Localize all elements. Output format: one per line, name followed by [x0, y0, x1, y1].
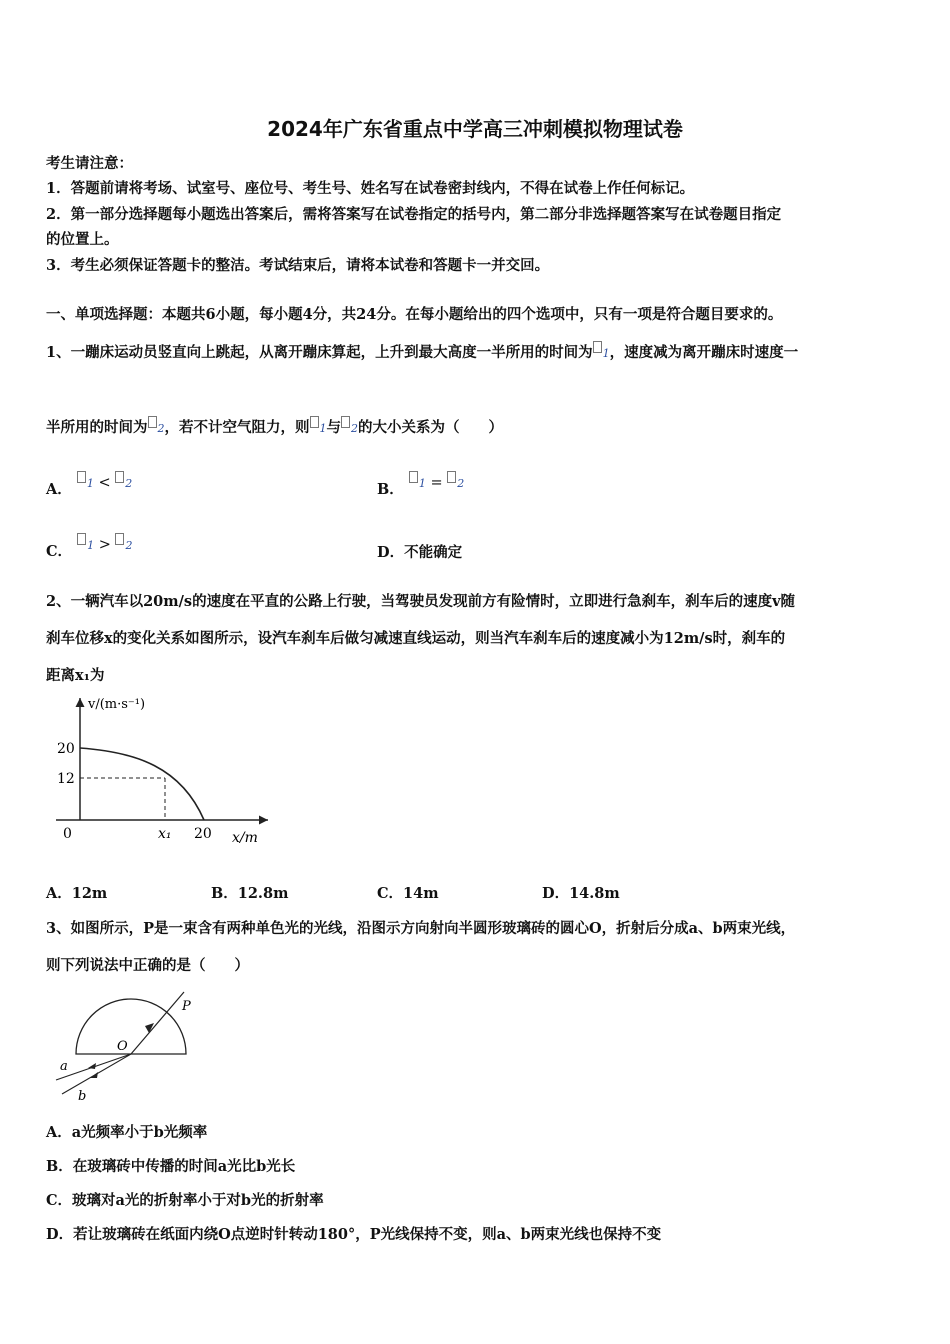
- option-label: A．: [46, 481, 72, 498]
- velocity-displacement-graph: [46, 692, 276, 854]
- q1-option-c[interactable]: [46, 537, 133, 561]
- relation-symbol: >: [98, 537, 111, 553]
- question-1-line1: [46, 341, 798, 362]
- t1-symbol: 1: [602, 347, 610, 360]
- question-2-line3: 距离x₁为: [46, 667, 105, 684]
- label-p: P: [182, 999, 191, 1014]
- question-3-line1: 3、如图所示，P是一束含有两种单色光的光线，沿图示方向射向半圆形玻璃砖的圆心O，折射后分成a、b两束光线，: [46, 920, 796, 937]
- question-1-line2: [46, 416, 503, 437]
- tick-label-20: 20: [57, 741, 75, 757]
- t2-symbol: 2: [157, 422, 165, 435]
- formula-placeholder-icon: [593, 341, 602, 353]
- section-heading: 一、单项选择题：本题共6小题，每小题4分，共24分。在每小题给出的四个选项中，只有一项是符合题目要求的。: [46, 306, 783, 323]
- formula-placeholder-icon: [77, 471, 86, 483]
- velocity-curve: [80, 748, 204, 820]
- formula-placeholder-icon: [447, 471, 456, 483]
- t2-symbol: 2: [125, 477, 133, 490]
- t2-symbol: 2: [351, 422, 358, 435]
- x-axis-label: x/m: [232, 830, 258, 846]
- relation-symbol: <: [98, 475, 111, 491]
- q2-option-c[interactable]: C．14m: [377, 885, 439, 902]
- q1-option-b[interactable]: [377, 475, 465, 499]
- option-label: B．: [377, 481, 404, 498]
- notice-item: 1．答题前请将考场、试室号、座位号、考生号、姓名写在试卷密封线内，不得在试卷上作任何标记。: [46, 180, 695, 197]
- q1-text: 半所用的时间为: [46, 419, 148, 436]
- q1-text: ，若不计空气阻力，则: [164, 419, 310, 436]
- q1-text: 1、一蹦床运动员竖直向上跳起，从离开蹦床算起，上升到最大高度一半所用的时间为: [46, 344, 593, 361]
- q3-option-d[interactable]: D．若让玻璃砖在纸面内绕O点逆时针转动180°，P光线保持不变，则a、b两束光线也保持不变: [46, 1226, 662, 1243]
- formula-placeholder-icon: [341, 416, 350, 428]
- q2-option-a[interactable]: A．12m: [46, 885, 108, 902]
- q3-option-a[interactable]: A．a光频率小于b光频率: [46, 1124, 208, 1141]
- notice-item: 2．第一部分选择题每小题选出答案后，需将答案写在试卷指定的括号内，第二部分非选择题答案写在试卷题目指定: [46, 206, 782, 223]
- t1-symbol: 1: [319, 422, 327, 435]
- formula-placeholder-icon: [115, 533, 124, 545]
- q1-text: ，速度减为离开蹦床时速度一: [609, 344, 799, 361]
- q3-option-b[interactable]: B．在玻璃砖中传播的时间a光比b光长: [46, 1158, 296, 1175]
- q1-text: 的大小关系为（ ）: [358, 419, 503, 436]
- t1-symbol: 1: [418, 477, 426, 490]
- tick-label-12: 12: [57, 771, 75, 787]
- glass-semicircle-figure: [46, 984, 196, 1106]
- t2-symbol: 2: [457, 477, 465, 490]
- question-2-line1: 2、一辆汽车以20m/s的速度在平直的公路上行驶，当驾驶员发现前方有险情时，立即进行急刹车，刹车后的速度v随: [46, 593, 795, 610]
- t2-symbol: 2: [125, 539, 133, 552]
- formula-placeholder-icon: [77, 533, 86, 545]
- notice-item: 3．考生必须保证答题卡的整洁。考试结束后，请将本试卷和答题卡一并交回。: [46, 257, 550, 274]
- q3-option-c[interactable]: C．玻璃对a光的折射率小于对b光的折射率: [46, 1192, 324, 1209]
- t1-symbol: 1: [86, 477, 94, 490]
- q2-option-b[interactable]: B．12.8m: [211, 885, 289, 902]
- option-label: C．: [46, 543, 73, 560]
- label-a: a: [60, 1059, 68, 1074]
- notice-heading: 考生请注意：: [46, 155, 133, 172]
- q2-option-d[interactable]: D．14.8m: [542, 885, 620, 902]
- y-axis-label: v/(m·s⁻¹): [88, 697, 146, 712]
- question-2-line2: 刹车位移x的变化关系如图所示，设汽车刹车后做匀减速直线运动，则当汽车刹车后的速度减小为12m/s时，刹车的: [46, 630, 786, 647]
- label-b: b: [78, 1089, 87, 1104]
- notice-item: 的位置上。: [46, 231, 119, 248]
- question-3-line2: 则下列说法中正确的是（ ）: [46, 957, 249, 974]
- formula-placeholder-icon: [148, 416, 157, 428]
- x1-label: x₁: [158, 826, 172, 842]
- label-o: O: [117, 1039, 128, 1054]
- formula-placeholder-icon: [310, 416, 319, 428]
- origin-label: 0: [63, 826, 72, 842]
- formula-placeholder-icon: [409, 471, 418, 483]
- tick-label-x20: 20: [194, 826, 212, 842]
- relation-symbol: =: [430, 475, 443, 491]
- page-title: 2024年广东省重点中学高三冲刺模拟物理试卷: [267, 117, 683, 141]
- formula-placeholder-icon: [115, 471, 124, 483]
- q1-text: 与: [326, 419, 341, 436]
- semicircle-glass: [76, 999, 186, 1054]
- q1-option-a[interactable]: [46, 475, 133, 499]
- q1-option-d[interactable]: D．不能确定: [377, 544, 463, 561]
- t1-symbol: 1: [87, 539, 95, 552]
- arrow-icon: [88, 1063, 96, 1069]
